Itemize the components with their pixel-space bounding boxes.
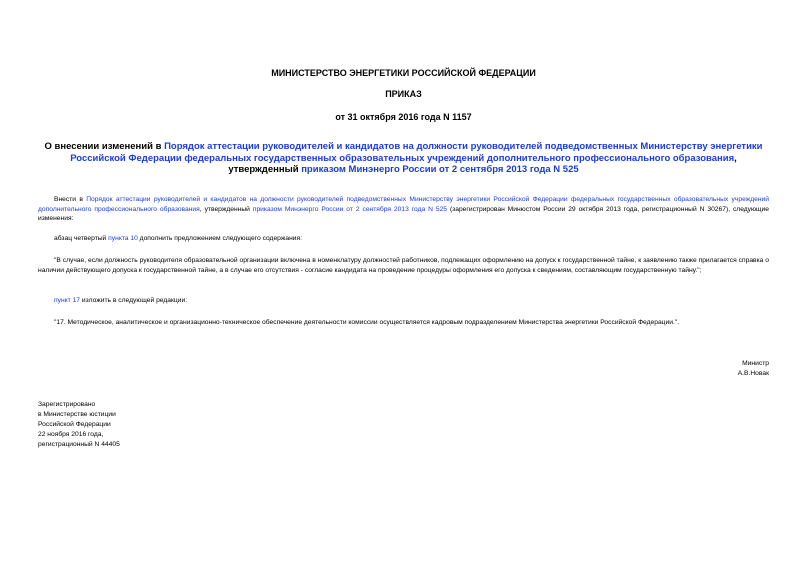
- paragraph-text: , утвержденный: [199, 205, 253, 213]
- paragraph-text: дополнить предложением следующего содержания:: [137, 235, 302, 242]
- ministry-heading: МИНИСТЕРСТВО ЭНЕРГЕТИКИ РОССИЙСКОЙ ФЕДЕРАЦИИ: [271, 68, 536, 78]
- document-type-heading: ПРИКАЗ: [385, 89, 422, 99]
- order-date-number: от 31 октября 2016 года N 1157: [335, 112, 472, 122]
- registration-line: Зарегистрировано: [38, 401, 96, 408]
- paragraph-clause-17: [54, 296, 769, 306]
- signature-position: Министр: [742, 360, 769, 367]
- title-text: , утвержденный: [228, 152, 737, 176]
- clause-17-link[interactable]: пункт 17: [54, 297, 81, 304]
- procedure-link[interactable]: Порядок аттестации руководителей и кандидатов на должности руководителей подведомственных Министерству энергетики Российской Федерации федеральных государственных образовательных учреждений дополнительного профессионального образования: [38, 196, 769, 213]
- paragraph-text: Внести в: [54, 196, 87, 203]
- paragraph-quote-clause-17: "17. Методическое, аналитическое и организационно-техническое обеспечение деятельности комиссии осуществляется кадровым подразделением Министерства энергетики Российской Федерации.".: [54, 319, 680, 326]
- registration-date: 22 ноября 2016 года,: [38, 431, 104, 438]
- signature-name: А.В.Новак: [737, 370, 769, 377]
- paragraph-text: абзац четвертый: [54, 235, 109, 242]
- paragraph-text: изложить в следующей редакции:: [80, 297, 188, 304]
- registration-line: в Министерстве юстиции: [38, 411, 116, 418]
- paragraph-intro: [38, 195, 769, 224]
- title-procedure-link[interactable]: Порядок аттестации руководителей и кандидатов на должности руководителей подведомственных Министерству энергетики Российской Федерации федеральных государственных образовательных учреждений дополнительного профессионального образования: [70, 141, 763, 164]
- paragraph-quote-secrecy: "В случае, если должность руководителя образовательной организации включена в номенклатуру должностей работников, подлежащих оформлению на допуск к государственной тайне, к заявлению также прилагается справка о наличии действующего допуска к государственной тайне, а в случае его отсутствия - согласие кандидата на проведение процедуры оформления его допуска к сведениям, составляющим государственную тайну.";: [38, 257, 769, 274]
- title-order-link[interactable]: приказом Минэнерго России от 2 сентября 2013 года N 525: [301, 164, 579, 176]
- paragraph-clause-10: [54, 234, 769, 244]
- order-525-link[interactable]: приказом Минэнерго России от 2 сентября 2013 года N 525: [252, 205, 448, 213]
- clause-10-link[interactable]: пункта 10: [108, 235, 138, 242]
- title-text: О внесении изменений в: [44, 141, 165, 152]
- registration-line: Российской Федерации: [38, 421, 111, 428]
- paragraph-text: (зарегистрирован Минюстом России 29 октября 2013 года, регистрационный N 30267), следующие изменения:: [38, 205, 770, 223]
- registration-number: регистрационный N 44405: [38, 441, 120, 448]
- document-title: [38, 141, 769, 176]
